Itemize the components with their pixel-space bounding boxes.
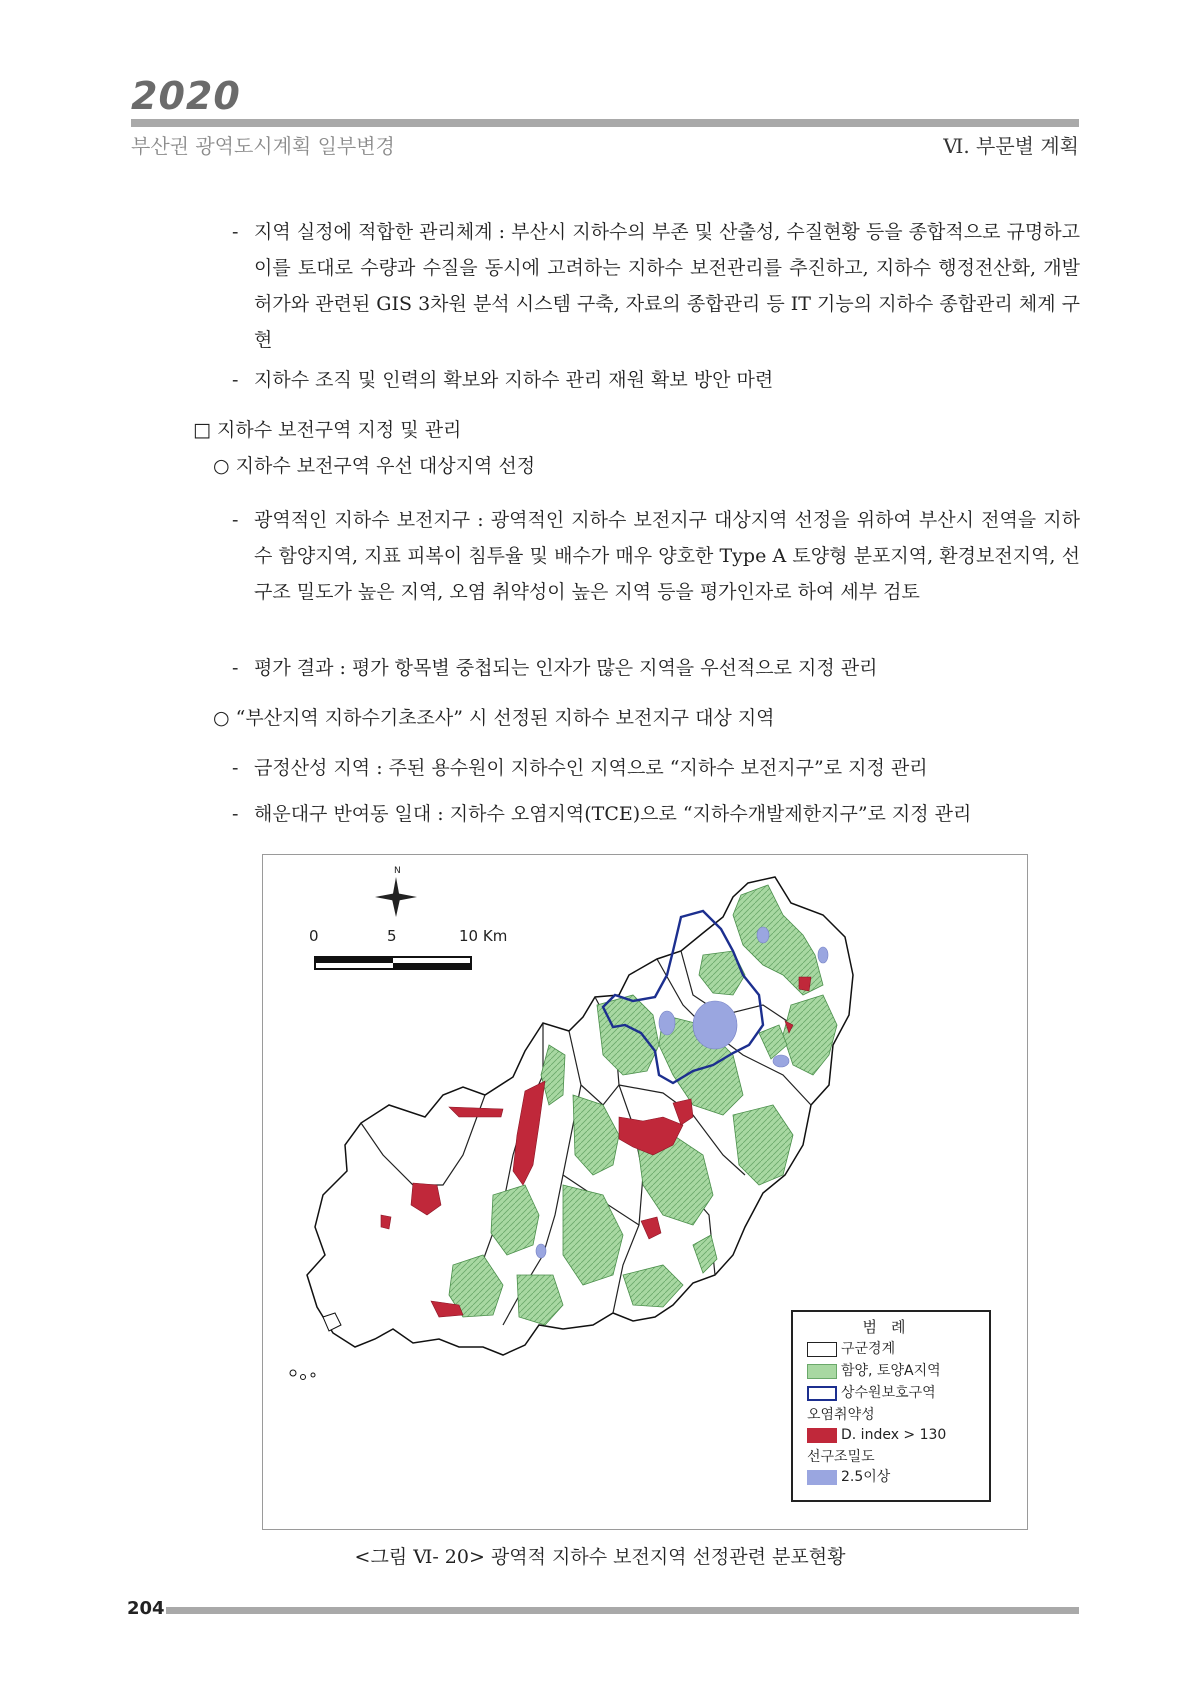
north-arrow-icon	[375, 866, 417, 917]
legend-vuln-heading: 오염취약성	[807, 1407, 875, 1423]
legend-boundary	[807, 1340, 895, 1358]
dindex-swatch	[807, 1428, 837, 1443]
bullet-text: 평가 결과 : 평가 항목별 중첩되는 인자가 많은 지역을 우선적으로 지정 관리	[254, 657, 878, 679]
legend-lineament-label: 2.5이상	[841, 1469, 891, 1485]
islands	[290, 1313, 341, 1380]
dash-marker: -	[232, 757, 239, 779]
header-chapter: Ⅵ. 부문별 계획	[943, 134, 1079, 158]
bullet-organization	[232, 362, 1080, 398]
header-year: 2020	[131, 74, 241, 118]
dash-marker: -	[232, 803, 239, 825]
header-rule	[131, 119, 1079, 127]
page-number: 204	[127, 1598, 165, 1619]
scale-label-10km: 10 Km	[459, 927, 508, 945]
lineament-swatch	[807, 1470, 837, 1485]
bullet-text: 지역 실정에 적합한 관리체계 : 부산시 지하수의 부존 및 산출성, 수질현황 등을 종합적으로 규명하고 이를 토대로 수량과 수질을 동시에 고려하는 지하수 보전관리를 추진하고, 지하수 행정전산화, 개발 허가와 관련된 GIS 3차원 분석 시스템 구축, 자료의 종합관리 등 IT 기능의 지하수 종합관리 체계 구현	[254, 221, 1080, 351]
bullet-evaluation-result	[232, 650, 1080, 686]
bullet-haeundae	[232, 796, 1080, 832]
figure-caption: <그림 Ⅵ- 20> 광역적 지하수 보전지역 선정관련 분포현황	[354, 1546, 846, 1568]
subsection-basic-survey: ○ “부산지역 지하수기초조사” 시 선정된 지하수 보전지구 대상 지역	[213, 707, 775, 729]
legend-dindex	[807, 1426, 946, 1444]
legend-water-protect-label: 상수원보호구역	[841, 1385, 936, 1401]
bullet-text: 광역적인 지하수 보전지구 : 광역적인 지하수 보전지구 대상지역 선정을 위하여 부산시 전역을 지하수 함양지역, 지표 피복이 침투율 및 배수가 매우 양호한 Type A 토양형 분포지역, 환경보전지역, 선구조 밀도가 높은 지역, 오염 취약성이 높은 지역 등을 평가인자로 하여 세부 검토	[254, 509, 1080, 603]
header-doc-title: 부산권 광역도시계획 일부변경	[131, 134, 395, 158]
bullet-geumjeong	[232, 750, 1080, 786]
svg-text:N: N	[394, 866, 401, 876]
scale-label-5: 5	[387, 927, 397, 945]
dash-marker: -	[232, 657, 239, 679]
scale-bar	[315, 957, 471, 969]
map-legend	[791, 1310, 991, 1502]
bullet-regional-zone	[232, 502, 1080, 610]
boundary-swatch	[807, 1342, 837, 1357]
bullet-management-system	[232, 214, 1080, 358]
recharge-swatch	[807, 1364, 837, 1379]
bullet-text: 금정산성 지역 : 주된 용수원이 지하수인 지역으로 “지하수 보전지구”로 지정 관리	[254, 757, 928, 779]
scale-label-0: 0	[309, 927, 319, 945]
subsection-priority-selection: ○ 지하수 보전구역 우선 대상지역 선정	[213, 455, 536, 477]
dash-marker: -	[232, 369, 239, 391]
legend-lineament	[807, 1468, 890, 1486]
bullet-text: 해운대구 반여동 일대 : 지하수 오염지역(TCE)으로 “지하수개발제한지구”로 지정 관리	[254, 803, 972, 825]
bullet-text: 지하수 조직 및 인력의 확보와 지하수 관리 재원 확보 방안 마련	[254, 369, 774, 391]
legend-lineament-heading: 선구조밀도	[807, 1449, 875, 1465]
legend-boundary-label: 구군경계	[841, 1341, 896, 1357]
legend-title: 범례	[862, 1318, 920, 1336]
footer-rule	[166, 1607, 1079, 1614]
legend-recharge	[807, 1362, 941, 1380]
water-protect-swatch	[807, 1386, 837, 1401]
section-heading: □ 지하수 보전구역 지정 및 관리	[193, 419, 462, 441]
legend-water-protect	[807, 1384, 936, 1402]
legend-recharge-label: 함양, 토양A지역	[841, 1363, 941, 1379]
legend-dindex-label: D. index > 130	[841, 1427, 947, 1443]
dash-marker: -	[232, 509, 239, 531]
dash-marker: -	[232, 221, 239, 243]
